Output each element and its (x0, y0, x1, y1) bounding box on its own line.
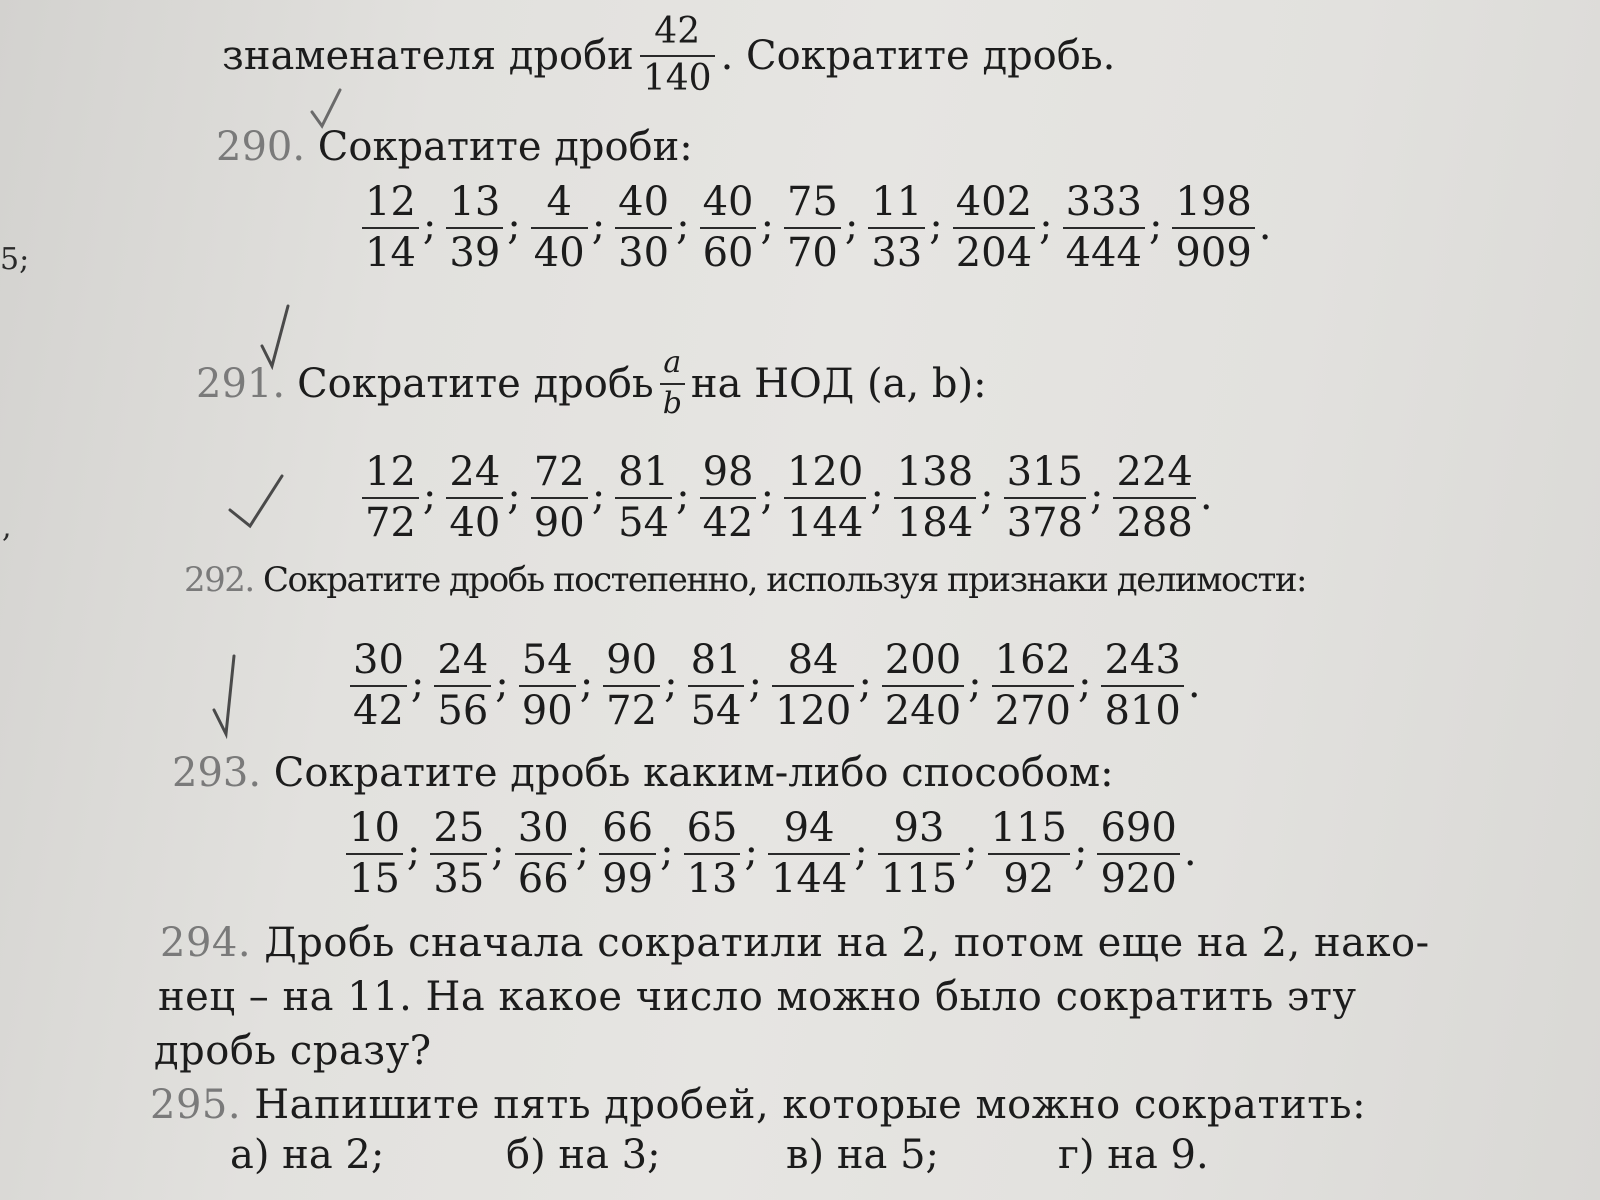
fraction-item (882, 637, 992, 734)
fraction-denominator: 810 (1104, 688, 1181, 734)
fraction-bar (953, 227, 1035, 229)
fraction-numerator: 75 (786, 179, 838, 225)
period: . (1187, 660, 1201, 707)
exercise-294-line-1 (160, 920, 1430, 966)
fraction-numerator: 40 (702, 179, 754, 225)
period: . (1258, 202, 1272, 249)
exercise-number: 293. (172, 750, 262, 796)
fraction (531, 179, 588, 276)
fraction (868, 179, 925, 276)
fraction (531, 449, 588, 546)
fraction-denominator: 204 (955, 230, 1033, 276)
fraction (350, 637, 407, 734)
fraction-denominator: 56 (437, 688, 489, 734)
fraction-denominator: 378 (1006, 500, 1083, 546)
fraction (784, 449, 866, 546)
fraction-denominator: 42 (702, 500, 754, 546)
option-c: в) на 5; (786, 1132, 939, 1178)
exercise-text: Напишите пять дробей, которые можно сократить: (254, 1082, 1367, 1128)
exercise-292-fractions (350, 637, 1201, 734)
semicolon: ; (929, 202, 943, 249)
fraction-numerator: 93 (893, 805, 945, 851)
fraction-item (1113, 449, 1213, 546)
semicolon: ; (1148, 202, 1163, 249)
fraction-denominator: 144 (770, 856, 848, 902)
fraction (599, 805, 656, 902)
fraction-numerator: a (663, 345, 682, 380)
fraction-denominator: 92 (1003, 856, 1055, 902)
fraction (1172, 179, 1254, 276)
fraction-item (603, 637, 687, 734)
fraction-denominator: 72 (606, 688, 658, 734)
fraction-numerator: 30 (353, 637, 404, 683)
fraction-denominator: 920 (1100, 856, 1177, 902)
period: . (1199, 472, 1213, 519)
fraction-denominator: 115 (880, 856, 958, 902)
semicolon: ; (844, 202, 859, 249)
fraction-denominator: 288 (1116, 500, 1193, 546)
exercise-291-fractions (362, 449, 1213, 546)
fraction-bar (615, 497, 672, 499)
fraction-bar (894, 497, 976, 499)
fraction (346, 805, 403, 902)
fraction-numerator: 81 (690, 637, 742, 683)
fraction-bar (688, 685, 745, 687)
fraction-bar (992, 685, 1074, 687)
fraction-bar (660, 383, 685, 385)
exercise-text: Дробь сначала сократили на 2, потом еще на 2, нако- (264, 920, 1430, 966)
fraction-bar (603, 685, 660, 687)
fraction (894, 449, 976, 546)
fraction-numerator: 224 (1116, 449, 1193, 495)
exercise-text: на НОД (a, b): (690, 360, 987, 407)
semicolon: ; (760, 202, 774, 249)
fraction-numerator: 115 (990, 805, 1067, 851)
semicolon: ; (858, 660, 872, 707)
semicolon: ; (744, 828, 758, 875)
semicolon: ; (1074, 828, 1088, 875)
fraction (615, 449, 672, 546)
exercise-290-heading (216, 124, 693, 170)
fraction (603, 637, 660, 734)
fraction-bar (684, 853, 741, 855)
fraction-denominator: 33 (871, 230, 923, 276)
fraction-numerator: 24 (437, 637, 489, 683)
fraction-numerator: 4 (546, 179, 572, 225)
fraction-item (599, 805, 683, 902)
semicolon: ; (964, 828, 978, 875)
fraction (988, 805, 1070, 902)
fraction (700, 179, 757, 276)
fraction (768, 805, 850, 902)
exercise-text: Сократите дробь каким-либо способом: (273, 750, 1114, 796)
option-a: а) на 2; (230, 1132, 385, 1178)
fraction-numerator: 10 (349, 805, 400, 851)
fraction-numerator: 84 (787, 637, 839, 683)
semicolon: ; (1078, 660, 1092, 707)
fraction-item (362, 449, 446, 546)
fraction-bar (531, 497, 588, 499)
fraction-bar (519, 685, 576, 687)
semicolon: ; (660, 828, 674, 875)
semicolon: ; (422, 472, 437, 519)
checkmark-icon (226, 470, 292, 536)
semicolon: ; (591, 472, 606, 519)
fraction-denominator: 72 (365, 500, 416, 546)
fraction-bar (1063, 227, 1145, 229)
fraction (684, 805, 741, 902)
fraction-bar (1113, 497, 1195, 499)
semicolon: ; (410, 660, 425, 707)
semicolon: ; (406, 828, 421, 875)
semicolon: ; (748, 660, 762, 707)
fraction-bar (784, 497, 866, 499)
fraction-numerator: 81 (618, 449, 670, 495)
fraction (430, 805, 487, 902)
fraction-item (1101, 637, 1201, 734)
fraction-denominator: 140 (642, 58, 712, 99)
fraction (1101, 637, 1183, 734)
fraction-denominator: 42 (353, 688, 404, 734)
fraction (1097, 805, 1179, 902)
fraction (362, 179, 419, 276)
fraction-denominator: 40 (449, 500, 501, 546)
fraction (519, 637, 576, 734)
exercise-number: 294. (160, 920, 252, 966)
top-line (222, 11, 1116, 99)
semicolon: ; (491, 828, 505, 875)
fraction-numerator: 12 (365, 449, 416, 495)
fraction-bar (868, 227, 925, 229)
fraction-denominator: 13 (686, 856, 738, 902)
fraction-numerator: 94 (783, 805, 835, 851)
fraction-numerator: 12 (365, 179, 416, 225)
fraction-denominator: 39 (449, 230, 501, 276)
fraction-item (615, 179, 699, 276)
exercise-number: 295. (150, 1082, 242, 1128)
fraction-bar (531, 227, 588, 229)
fraction-denominator: 240 (884, 688, 962, 734)
fraction (772, 637, 854, 734)
fraction-item (446, 449, 530, 546)
fraction-bar (878, 853, 960, 855)
fraction-denominator: 99 (602, 856, 654, 902)
semicolon: ; (579, 660, 594, 707)
semicolon: ; (854, 828, 868, 875)
fraction-item (346, 805, 430, 902)
fraction-numerator: 402 (955, 179, 1033, 225)
semicolon: ; (422, 202, 437, 249)
fraction-bar (430, 853, 487, 855)
semicolon: ; (507, 202, 521, 249)
fraction-bar (1097, 853, 1179, 855)
semicolon: ; (591, 202, 606, 249)
fraction-numerator: 98 (702, 449, 754, 495)
fraction-bar (350, 685, 407, 687)
fraction-item (894, 449, 1004, 546)
fraction-denominator: 15 (349, 856, 400, 902)
fraction-numerator: 25 (433, 805, 485, 851)
fraction-item (430, 805, 514, 902)
fraction-numerator: 198 (1175, 179, 1252, 225)
fraction-item (700, 449, 784, 546)
fraction-item (519, 637, 603, 734)
fraction-bar (599, 853, 656, 855)
fraction-item (434, 637, 518, 734)
fraction-item (953, 179, 1063, 276)
fraction-denominator: 184 (896, 500, 974, 546)
exercise-295-options (0, 1132, 1600, 1192)
fraction-denominator: 90 (533, 500, 585, 546)
fraction-item (531, 179, 615, 276)
fraction-bar (1172, 227, 1254, 229)
checkmark-icon (208, 650, 248, 740)
semicolon: ; (1039, 202, 1053, 249)
fraction (992, 637, 1074, 734)
fraction-a-b (660, 345, 685, 421)
fraction-item (688, 637, 772, 734)
fraction (700, 449, 757, 546)
fraction (1113, 449, 1195, 546)
fraction-numerator: 138 (896, 449, 974, 495)
fraction-denominator: 120 (774, 688, 852, 734)
fraction-bar (700, 227, 757, 229)
fraction-numerator: 30 (517, 805, 569, 851)
fraction-numerator: 690 (1100, 805, 1177, 851)
fraction-numerator: 42 (654, 11, 701, 52)
semicolon: ; (1090, 472, 1104, 519)
fraction (953, 179, 1035, 276)
fraction-item (768, 805, 878, 902)
fraction-bar (346, 853, 403, 855)
fraction (434, 637, 491, 734)
fraction-denominator: 35 (433, 856, 485, 902)
fraction-bar (362, 497, 419, 499)
fraction-denominator: 54 (618, 500, 670, 546)
fraction-denominator: 70 (786, 230, 838, 276)
fraction-numerator: 72 (533, 449, 585, 495)
fraction (1004, 449, 1086, 546)
semicolon: ; (870, 472, 884, 519)
fraction-denominator: 90 (521, 688, 573, 734)
fraction-bar (434, 685, 491, 687)
fraction-bar (362, 227, 419, 229)
exercise-number: 292. (184, 560, 254, 600)
fraction-numerator: 333 (1065, 179, 1142, 225)
fraction-item (515, 805, 599, 902)
semicolon: ; (575, 828, 590, 875)
fraction-numerator: 120 (786, 449, 864, 495)
fraction (515, 805, 572, 902)
fraction-numerator: 13 (449, 179, 501, 225)
fraction-item (992, 637, 1102, 734)
top-line-text-after: . Сократите дробь. (720, 32, 1116, 79)
fraction (784, 179, 841, 276)
fraction (882, 637, 964, 734)
fraction-bar (615, 227, 672, 229)
exercise-294-line-3: дробь сразу? (154, 1028, 432, 1074)
fraction-bar (882, 685, 964, 687)
fraction-denominator: 54 (690, 688, 742, 734)
fraction-bar (768, 853, 850, 855)
fraction-bar (700, 497, 757, 499)
fraction-item (878, 805, 988, 902)
fraction-denominator: 40 (533, 230, 585, 276)
fraction-numerator: 200 (884, 637, 962, 683)
fraction-item (988, 805, 1098, 902)
fraction-bar (640, 55, 715, 57)
margin-mark: , (2, 510, 12, 545)
fraction-bar (772, 685, 854, 687)
exercise-295-heading (150, 1082, 1366, 1128)
fraction-bar (1004, 497, 1086, 499)
semicolon: ; (664, 660, 678, 707)
fraction-numerator: 66 (602, 805, 654, 851)
fraction-bar (515, 853, 572, 855)
fraction-denominator: 30 (618, 230, 670, 276)
fraction-item (784, 449, 894, 546)
fraction (446, 449, 503, 546)
fraction-bar (988, 853, 1070, 855)
fraction-denominator: 14 (365, 230, 416, 276)
option-b: б) на 3; (506, 1132, 661, 1178)
fraction-42-140 (640, 11, 715, 99)
semicolon: ; (507, 472, 521, 519)
semicolon: ; (676, 472, 690, 519)
fraction-numerator: 243 (1104, 637, 1181, 683)
fraction-numerator: 11 (871, 179, 923, 225)
exercise-text: Сократите дроби: (317, 124, 693, 170)
fraction-item (868, 179, 952, 276)
fraction-item (1172, 179, 1272, 276)
fraction-numerator: 162 (994, 637, 1071, 683)
fraction-item (615, 449, 699, 546)
fraction-numerator: 40 (618, 179, 670, 225)
fraction-numerator: 315 (1006, 449, 1083, 495)
fraction-denominator: 60 (702, 230, 754, 276)
exercise-293-fractions (346, 805, 1197, 902)
fraction-denominator: 270 (994, 688, 1071, 734)
semicolon: ; (760, 472, 774, 519)
fraction-bar (446, 497, 503, 499)
fraction (615, 179, 672, 276)
fraction-bar (1101, 685, 1183, 687)
fraction-numerator: 65 (686, 805, 738, 851)
exercise-text: Сократите дробь постепенно, используя признаки делимости: (263, 560, 1306, 600)
fraction-denominator: 66 (517, 856, 569, 902)
fraction-item (362, 179, 446, 276)
fraction-item (772, 637, 882, 734)
semicolon: ; (980, 472, 994, 519)
fraction-denominator: 144 (786, 500, 864, 546)
exercise-290-fractions (362, 179, 1272, 276)
exercise-291-heading (196, 345, 987, 421)
fraction-item (784, 179, 868, 276)
fraction-item (446, 179, 530, 276)
fraction-denominator: 909 (1175, 230, 1252, 276)
exercise-text: Сократите дробь (297, 360, 654, 407)
period: . (1183, 828, 1197, 875)
semicolon: ; (968, 660, 982, 707)
fraction (1063, 179, 1145, 276)
fraction-item (1097, 805, 1197, 902)
semicolon: ; (676, 202, 690, 249)
fraction-numerator: 90 (606, 637, 658, 683)
semicolon: ; (495, 660, 509, 707)
fraction (446, 179, 503, 276)
option-d: г) на 9. (1058, 1132, 1209, 1178)
fraction-item (350, 637, 434, 734)
fraction (688, 637, 745, 734)
fraction (362, 449, 419, 546)
exercise-292-heading (184, 560, 1306, 600)
fraction-item (1004, 449, 1114, 546)
fraction-numerator: 24 (449, 449, 501, 495)
fraction-item (1063, 179, 1173, 276)
fraction-item (531, 449, 615, 546)
exercise-number: 290. (216, 124, 306, 170)
margin-mark: 5; (0, 242, 30, 277)
fraction-item (700, 179, 784, 276)
exercise-293-heading (172, 750, 1114, 796)
top-line-text-before: знаменателя дроби (222, 32, 634, 79)
exercise-number: 291. (196, 360, 286, 407)
exercise-294-line-2: нец – на 11. На какое число можно было сократить эту (158, 974, 1357, 1020)
fraction-numerator: 54 (521, 637, 573, 683)
fraction-item (684, 805, 768, 902)
fraction-bar (784, 227, 841, 229)
fraction (878, 805, 960, 902)
fraction-denominator: 444 (1065, 230, 1142, 276)
fraction-bar (446, 227, 503, 229)
fraction-denominator: b (662, 386, 682, 421)
